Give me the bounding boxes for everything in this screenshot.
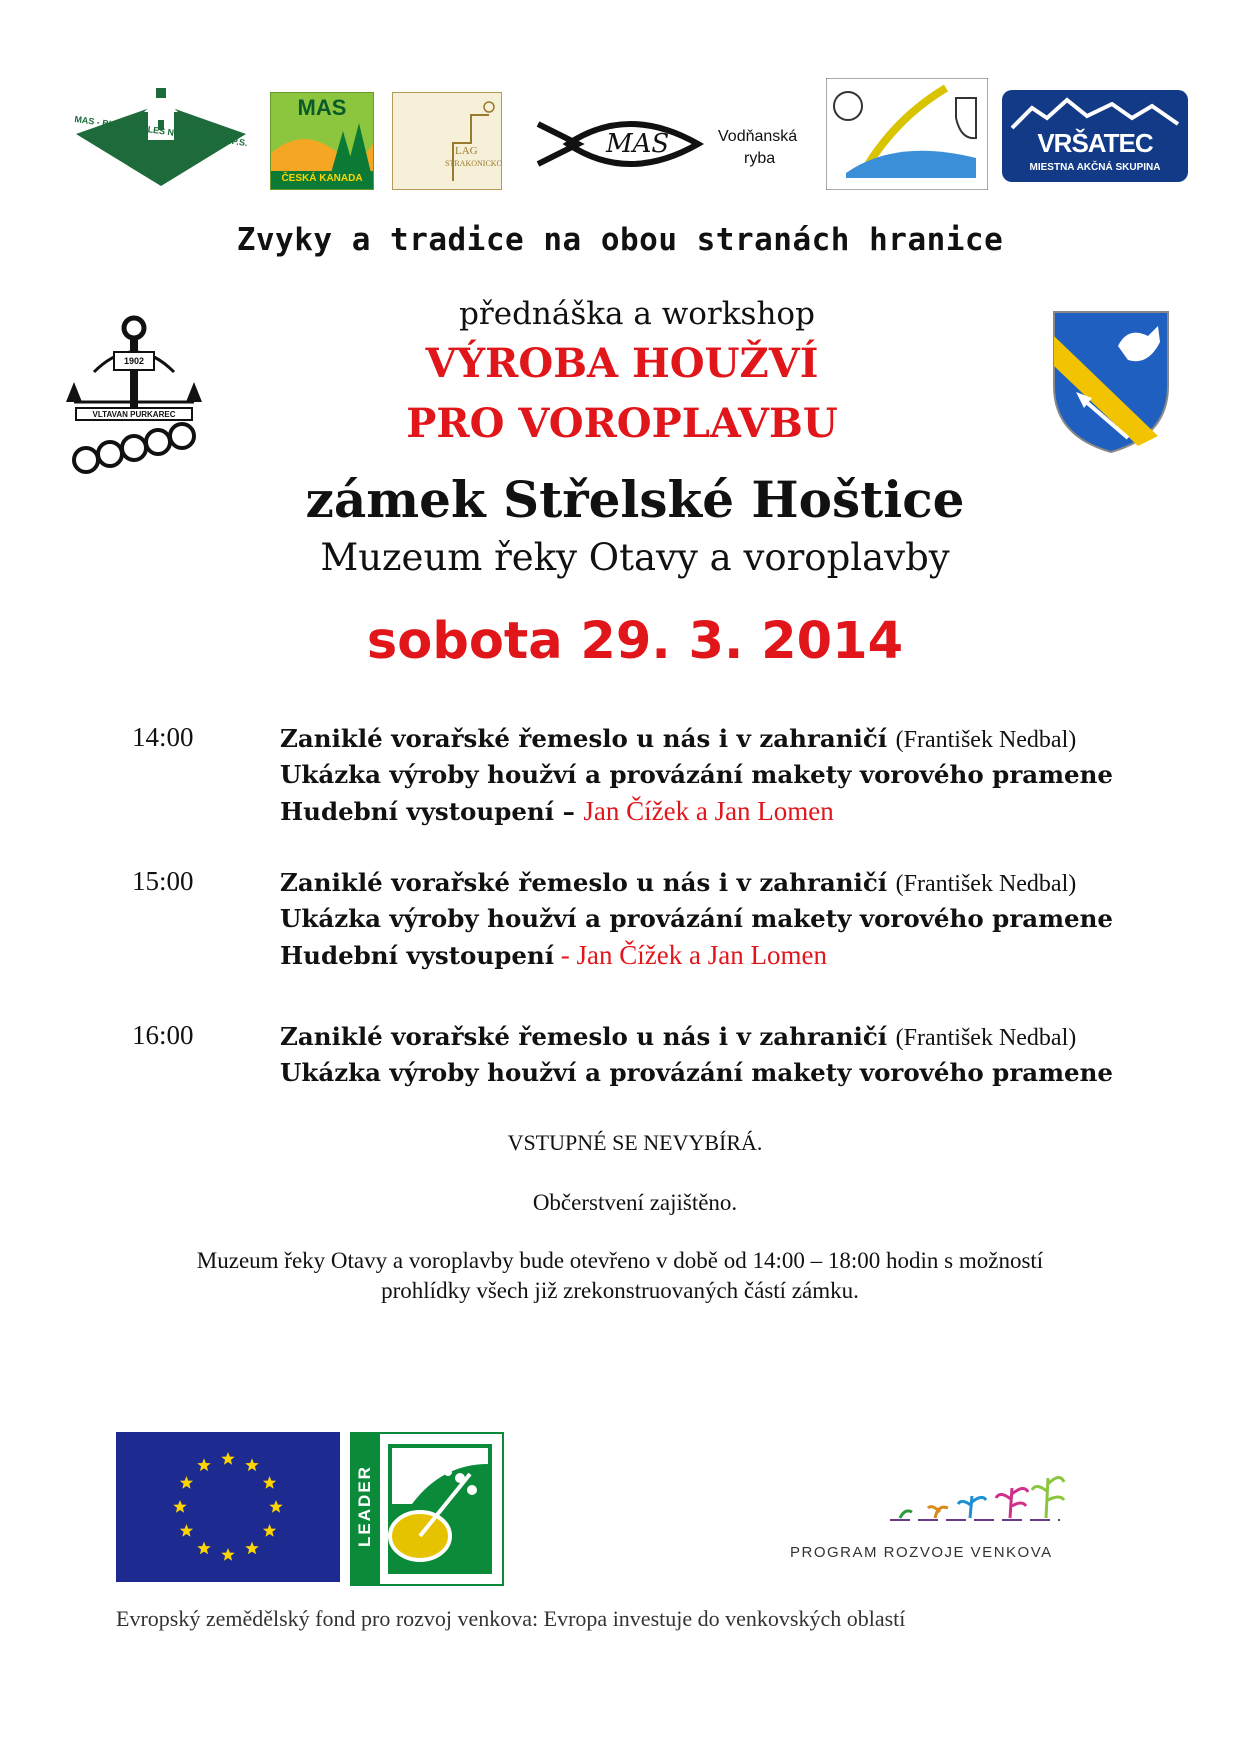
refreshments-note: Občerstvení zajištěno. bbox=[532, 1190, 738, 1215]
title-line-2: PRO VOROPLAVBU bbox=[406, 400, 838, 447]
talk-title: Zaniklé vorařské řemeslo u nás i v zahraničí bbox=[280, 724, 888, 753]
event-date: sobota 29. 3. 2014 bbox=[366, 612, 904, 671]
vltavan-label: VLTAVAN PURKAREC bbox=[92, 410, 176, 419]
vltavan-year: 1902 bbox=[123, 356, 145, 366]
tagline: Zvyky a tradice na obou stranách hranice bbox=[236, 222, 1004, 258]
lag-label: LAG bbox=[455, 145, 478, 157]
eu-star-icon bbox=[197, 1542, 210, 1555]
eu-star-icon bbox=[263, 1476, 276, 1489]
svg-text:MAS: MAS bbox=[606, 129, 670, 159]
eu-star-icon bbox=[197, 1458, 210, 1471]
program-rozvoje-logo bbox=[760, 1460, 1080, 1590]
schedule-music bbox=[280, 940, 827, 971]
title-line-1: VÝROBA HOUŽVÍ bbox=[425, 340, 819, 387]
opening-hours-line-2: prohlídky všech již zrekonstruovaných částí zámku. bbox=[381, 1278, 859, 1303]
talk-title: Zaniklé vorařské řemeslo u nás i v zahraničí bbox=[280, 868, 888, 897]
leader-logo bbox=[350, 1432, 504, 1586]
program-rozvoje-label: PROGRAM ROZVOJE VENKOVA bbox=[790, 1544, 1053, 1561]
music-performers: - Jan Čížek a Jan Lomen bbox=[554, 940, 827, 970]
schedule-talk bbox=[280, 724, 1076, 754]
talk-speaker: (František Nedbal) bbox=[895, 871, 1077, 897]
talk-title: Zaniklé vorařské řemeslo u nás i v zahraničí bbox=[280, 1022, 888, 1051]
eu-star-icon bbox=[221, 1548, 234, 1561]
fund-caption: Evropský zemědělský fond pro rozvoj venkova: Evropa investuje do venkovských oblastí bbox=[116, 1606, 906, 1631]
schedule-talk bbox=[280, 868, 1076, 898]
eu-star-icon bbox=[263, 1524, 276, 1537]
entry-note: VSTUPNÉ SE NEVYBÍRÁ. bbox=[507, 1130, 763, 1155]
logo-mas-ceska-kanada bbox=[270, 92, 374, 190]
schedule-demo: Ukázka výroby houžví a provázání makety vorového pramene bbox=[280, 1058, 1114, 1087]
logo-vltavan-purkarec bbox=[64, 312, 204, 482]
talk-speaker: (František Nedbal) bbox=[895, 1025, 1077, 1051]
music-label: Hudební vystoupení bbox=[280, 941, 555, 970]
eu-star-icon bbox=[221, 1452, 234, 1465]
schedule-item bbox=[0, 866, 1240, 976]
vodnanska-line1: Vodňanská bbox=[718, 128, 798, 145]
schedule-time: 16:00 bbox=[132, 1020, 194, 1050]
logo-blue-wave bbox=[826, 78, 988, 190]
schedule-item bbox=[0, 1020, 1240, 1096]
logo-lag-strakonicko bbox=[392, 92, 502, 190]
logo-vodnanska-ryba bbox=[528, 104, 818, 184]
vodnanska-line2: ryba bbox=[744, 150, 776, 167]
schedule-music bbox=[280, 796, 834, 827]
eu-star-icon bbox=[245, 1458, 258, 1471]
talk-speaker: (František Nedbal) bbox=[895, 727, 1077, 753]
eu-star-icon bbox=[245, 1542, 258, 1555]
leader-label: LEADER bbox=[355, 1465, 374, 1547]
vrsatec-subtitle: MIESTNA AKČNÁ SKUPINA bbox=[1029, 162, 1161, 173]
opening-hours-line-1: Muzeum řeky Otavy a voroplavby bude otevřeno v době od 14:00 – 18:00 hodin s možností bbox=[196, 1248, 1044, 1273]
subtitle: přednáška a workshop bbox=[459, 296, 815, 332]
schedule-time: 14:00 bbox=[132, 722, 194, 752]
mas-ceska-top: MAS bbox=[297, 95, 347, 120]
mas-blansky-label: MAS - BLANSKÝ LES NETOLICKO O.P.S. bbox=[73, 113, 249, 149]
music-performers: Jan Čížek a Jan Lomen bbox=[583, 796, 834, 826]
lag-sub-label: STRAKONICKO bbox=[445, 159, 503, 168]
logo-vrsatec bbox=[1002, 90, 1188, 182]
eu-flag bbox=[116, 1432, 340, 1582]
eu-star-icon bbox=[180, 1524, 193, 1537]
museum-name: Muzeum řeky Otavy a voroplavby bbox=[320, 536, 950, 579]
venue: zámek Střelské Hoštice bbox=[305, 470, 965, 529]
eu-star-icon bbox=[269, 1500, 282, 1513]
schedule-demo: Ukázka výroby houžví a provázání makety vorového pramene bbox=[280, 760, 1114, 789]
schedule-time: 15:00 bbox=[132, 866, 194, 896]
vrsatec-title: VRŠATEC bbox=[1037, 128, 1153, 158]
mas-ceska-bottom: ČESKÁ KANADA bbox=[281, 173, 363, 184]
schedule-item bbox=[0, 722, 1240, 832]
logo-mas-blansky bbox=[56, 86, 266, 196]
music-label: Hudební vystoupení – bbox=[280, 797, 575, 826]
schedule-talk bbox=[280, 1022, 1076, 1052]
eu-star-icon bbox=[180, 1476, 193, 1489]
eu-star-icon bbox=[173, 1500, 186, 1513]
schedule-demo: Ukázka výroby houžví a provázání makety vorového pramene bbox=[280, 904, 1114, 933]
